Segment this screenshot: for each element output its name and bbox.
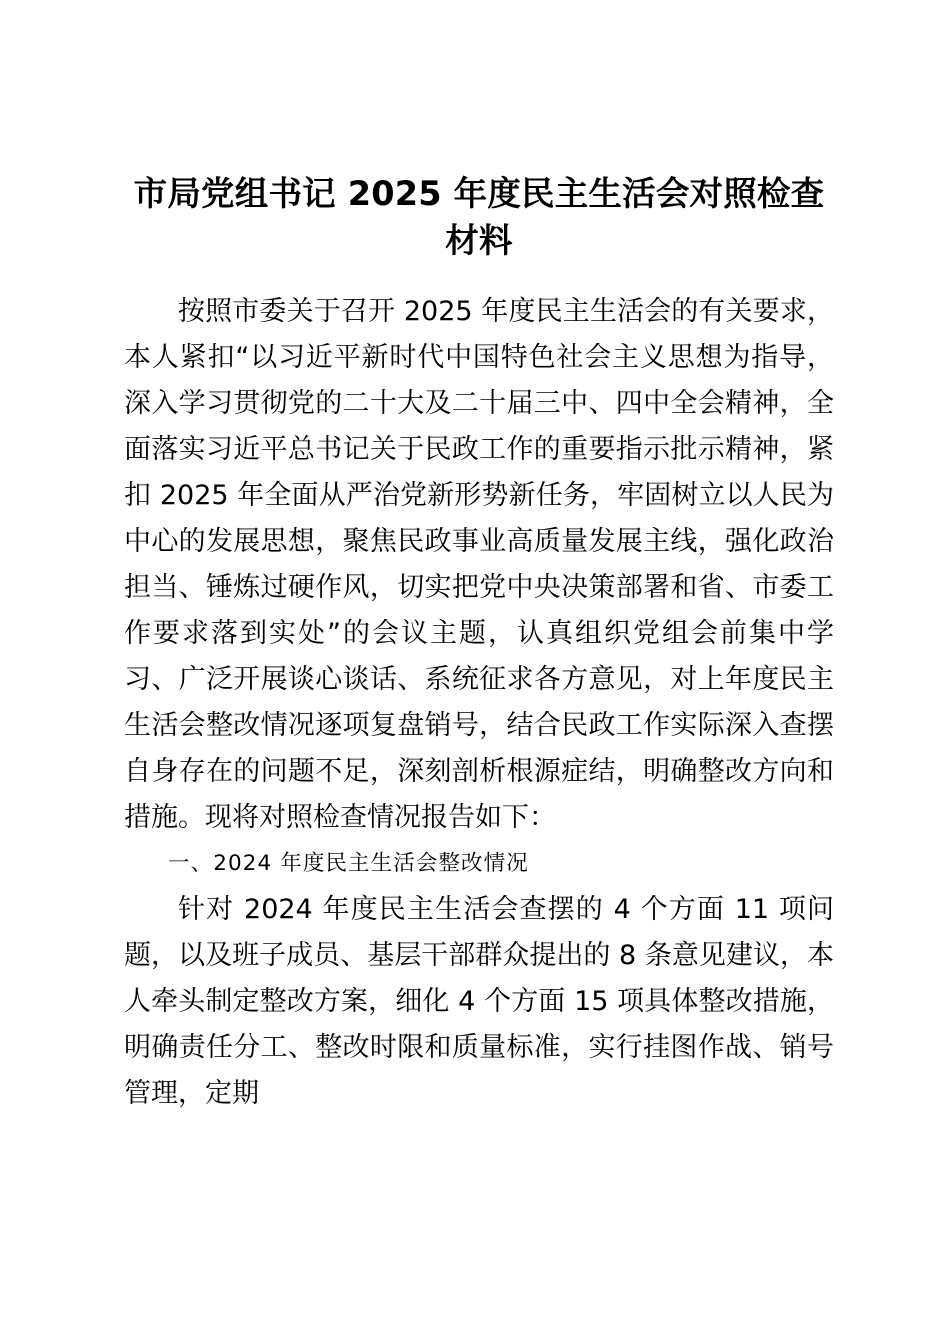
section-heading-1: 一、2024 年度民主生活会整改情况	[168, 851, 529, 876]
page-title-text: 市局党组书记 2025 年度民主生活会对照检查材料	[133, 174, 825, 260]
body-paragraph-2: 针对 2024 年度民主生活会查摆的 4 个方面 11 项问题，以及班子成员、基层干部群众提出的 8 条意见建议，本人牵头制定整改方案，细化 4 个方面 15 项具体整改措施，明确责任分工、整改时限和质量标准，实行挂图作战、销号管理，定期	[124, 894, 834, 1109]
page-title	[124, 0, 834, 264]
document-content	[124, 0, 834, 1117]
body-paragraph-1: 按照市委关于召开 2025 年度民主生活会的有关要求，本人紧扣“以习近平新时代中国特色社会主义思想为指导，深入学习贯彻党的二十大及二十届三中、四中全会精神，全面落实习近平总书记关于民政工作的重要指示批示精神，紧扣 2025 年全面从严治党新形势新任务，牢固树立以人民为中心的发展思想，聚焦民政事业高质量发展主线，强化政治担当、锤炼过硬作风，切实把党中央决策部署和省、市委工作要求落到实处”的会议主题，认真组织党组会前集中学习、广泛开展谈心谈话、系统征求各方意见，对上年度民主生活会整改情况逐项复盘销号，结合民政工作实际深入查摆自身存在的问题不足，深刻剖析根源症结，明确整改方向和措施。现将对照检查情况报告如下：	[124, 296, 834, 833]
